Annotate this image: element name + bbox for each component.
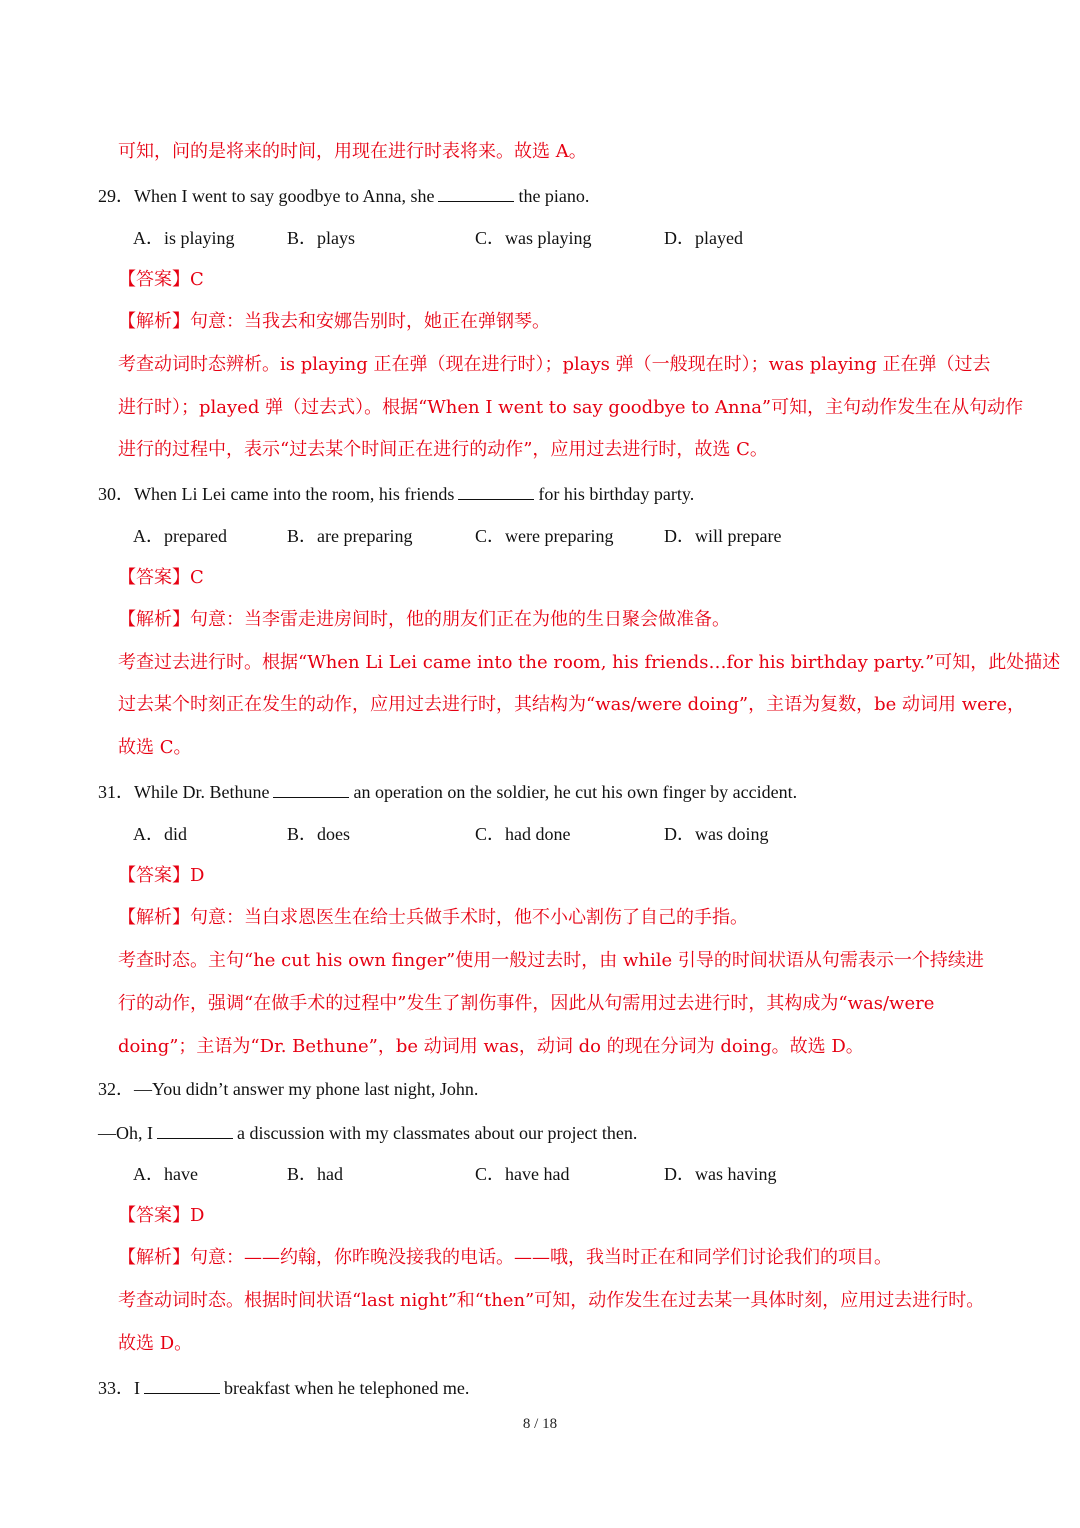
q32-analysis-2: 考查动词时态。根据时间状语“last night”和“then”可知，动作发生在过去某一具体时刻，应用过去进行时。 [118, 1290, 985, 1311]
question-31-post: an operation on the soldier, he cut his own finger by accident. [353, 782, 798, 802]
intro-analysis-line: 可知，问的是将来的时间，用现在进行时表将来。故选 A。 [118, 141, 587, 162]
q30-option-b: B．are preparing [287, 526, 413, 546]
question-31 [98, 779, 797, 804]
q31-option-c: C．had done [475, 824, 571, 844]
q29-analysis-3: 进行时）；played 弹（过去式）。根据“When I went to say goodbye to Anna”可知，主句动作发生在从句动作 [118, 397, 1024, 418]
q29-option-b: B．plays [287, 228, 356, 248]
q31-option-a: A．did [133, 824, 187, 844]
answer-blank [157, 1120, 233, 1139]
q31-answer: 【答案】D [118, 865, 205, 886]
q30-option-d: D．will prepare [664, 526, 782, 546]
question-31-pre: 31．While Dr. Bethune [98, 782, 270, 802]
question-32-line-2 [98, 1120, 637, 1145]
answer-blank [458, 481, 534, 500]
question-29 [98, 183, 589, 208]
q30-analysis-2: 考查过去进行时。根据“When Li Lei came into the room, his friends…for his birthday party.”可知，此处描述 [118, 652, 1061, 673]
q30-analysis-1: 【解析】句意：当李雷走进房间时，他的朋友们正在为他的生日聚会做准备。 [118, 609, 730, 630]
question-32-pre: —Oh, I [98, 1123, 153, 1143]
q32-option-a: A．have [133, 1164, 198, 1184]
question-29-post: the piano. [518, 186, 590, 206]
q30-analysis-4: 故选 C。 [118, 737, 192, 758]
q31-analysis-4: doing”；主语为“Dr. Bethune”，be 动词用 was，动词 do 的现在分词为 doing。故选 D。 [118, 1036, 864, 1057]
q29-option-d: D．played [664, 228, 743, 248]
q31-analysis-3: 行的动作，强调“在做手术的过程中”发生了割伤事件，因此从句需用过去进行时，其构成为“was/were [118, 993, 935, 1014]
question-30-pre: 30．When Li Lei came into the room, his friends [98, 484, 455, 504]
q30-option-c: C．were preparing [475, 526, 614, 546]
q31-option-b: B．does [287, 824, 350, 844]
q30-answer: 【答案】C [118, 567, 204, 588]
q32-analysis-1: 【解析】句意：——约翰，你昨晚没接我的电话。——哦，我当时正在和同学们讨论我们的项目。 [118, 1247, 892, 1268]
q32-analysis-3: 故选 D。 [118, 1333, 193, 1354]
q29-analysis-4: 进行的过程中，表示“过去某个时间正在进行的动作”，应用过去进行时，故选 C。 [118, 439, 768, 460]
question-32-line-1: 32．—You didn’t answer my phone last night, John. [98, 1079, 479, 1099]
q31-analysis-1: 【解析】句意：当白求恩医生在给士兵做手术时，他不小心割伤了自己的手指。 [118, 907, 748, 928]
question-33-post: breakfast when he telephoned me. [224, 1378, 470, 1398]
q30-analysis-3: 过去某个时刻正在发生的动作，应用过去进行时，其结构为“was/were doing”，主语为复数，be 动词用 were， [118, 694, 1026, 715]
q32-answer: 【答案】D [118, 1205, 205, 1226]
question-33 [98, 1375, 469, 1400]
q30-option-a: A．prepared [133, 526, 227, 546]
question-32-post: a discussion with my classmates about our project then. [237, 1123, 638, 1143]
question-33-pre: 33．I [98, 1378, 140, 1398]
answer-blank [144, 1375, 220, 1394]
question-30-post: for his birthday party. [538, 484, 695, 504]
q32-option-b: B．had [287, 1164, 343, 1184]
question-29-pre: 29．When I went to say goodbye to Anna, she [98, 186, 435, 206]
q31-option-d: D．was doing [664, 824, 769, 844]
q29-option-c: C．was playing [475, 228, 592, 248]
q29-answer: 【答案】C [118, 269, 204, 290]
q32-option-d: D．was having [664, 1164, 777, 1184]
answer-blank [273, 779, 349, 798]
q32-option-c: C．have had [475, 1164, 570, 1184]
q29-analysis-1: 【解析】句意：当我去和安娜告别时，她正在弹钢琴。 [118, 311, 550, 332]
answer-blank [438, 183, 514, 202]
page-number: 8 / 18 [522, 1416, 558, 1432]
q31-analysis-2: 考查时态。主句“he cut his own finger”使用一般过去时，由 while 引导的时间状语从句需表示一个持续进 [118, 950, 984, 971]
q29-option-a: A．is playing [133, 228, 235, 248]
q29-analysis-2: 考查动词时态辨析。is playing 正在弹（现在进行时）；plays 弹（一般现在时）；was playing 正在弹（过去 [118, 354, 991, 375]
question-30 [98, 481, 694, 506]
